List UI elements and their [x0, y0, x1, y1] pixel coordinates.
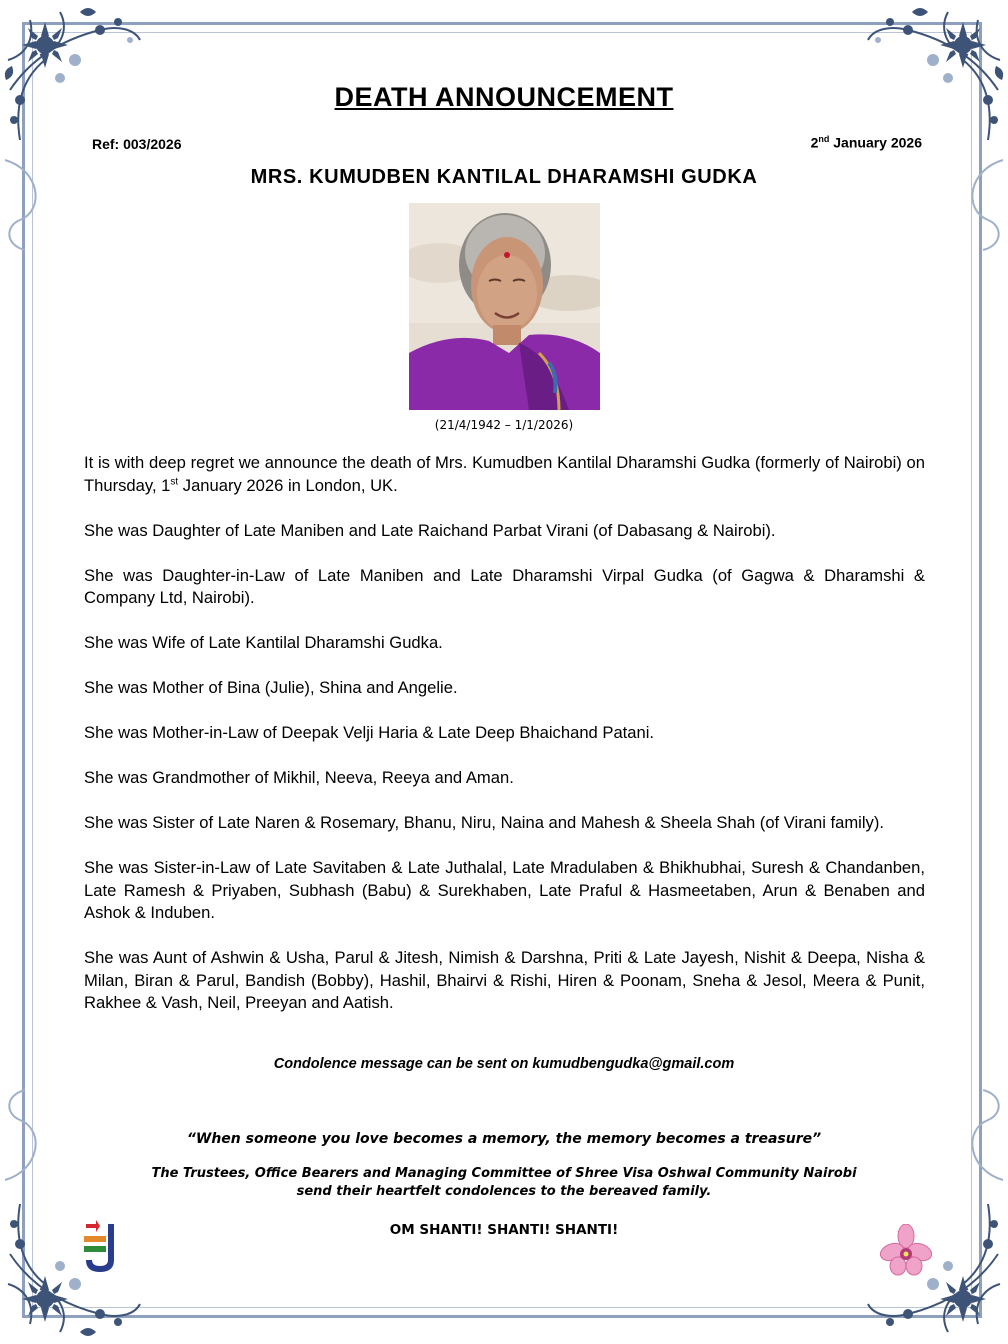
page-title: DEATH ANNOUNCEMENT — [334, 82, 674, 112]
floral-corner-bottom-left-icon — [0, 1194, 150, 1344]
grandmother-paragraph: She was Grandmother of Mikhil, Neeva, Reeya and Aman. — [84, 768, 514, 787]
floral-corner-top-right-icon — [858, 0, 1008, 150]
aunt-paragraph: She was Aunt of Ashwin & Usha, Parul & Jitesh, Nimish & Darshna, Priti & Late Jayesh, Nishit & Deepa, Nisha & Milan, Biran & Parul, Bandish (Bobby), Hashil, Bhairvi & Rishi, Hiren & Poonam, Sneha & Jesol, Meera & Punit, Rakhee & Vash, Neil, Preeyan and Aatish. — [84, 948, 925, 1012]
date-day: 2 — [810, 134, 819, 151]
date-rest: January 2026 — [829, 134, 922, 151]
date-suffix: nd — [818, 134, 830, 144]
sister-in-law-paragraph: She was Sister-in-Law of Late Savitaben & Late Juthalal, Late Mradulaben & Bhikhubhai, Suresh & Chandanben, Late Ramesh & Priyaben, Subhash (Babu) & Surekhaben, Late Praful & Hasmeetaben, Arun & Benaben and Ashok & Induben. — [84, 858, 925, 922]
mother-in-law-paragraph: She was Mother-in-Law of Deepak Velji Haria & Late Deep Bhaichand Patani. — [84, 723, 655, 742]
daughter-paragraph: She was Daughter of Late Maniben and Late Raichand Parbat Virani (of Dabasang & Nairobi). — [84, 520, 776, 540]
trustees-message — [0, 1165, 1008, 1201]
orchid-flower-icon — [880, 1224, 932, 1276]
community-logo-icon — [82, 1218, 118, 1274]
wife-paragraph: She was Wife of Late Kantilal Dharamshi Gudka. — [84, 633, 443, 652]
announcement-date — [811, 134, 922, 151]
mother-paragraph: She was Mother of Bina (Julie), Shina and Angelie. — [84, 678, 458, 697]
condolence-contact: Condolence message can be sent on kumudbengudka@gmail.com — [273, 1056, 735, 1072]
intro-paragraph — [84, 452, 925, 497]
lifespan-dates: (21/4/1942 – 1/1/2026) — [434, 418, 574, 432]
daughter-in-law-paragraph: She was Daughter-in-Law of Late Maniben and Late Dharamshi Virpal Gudka (of Gagwa & Dharamshi & Company Ltd, Nairobi). — [84, 565, 925, 607]
intro-superscript: st — [170, 475, 179, 487]
trustees-line-2: send their heartfelt condolences to the bereaved family. — [296, 1184, 712, 1199]
floral-corner-top-left-icon — [0, 0, 150, 150]
memorial-quote: “When someone you love becomes a memory, the memory becomes a treasure” — [186, 1131, 822, 1147]
trustees-line-1: The Trustees, Office Bearers and Managing Committee of Shree Visa Oshwal Community Nairobi — [151, 1166, 857, 1181]
om-shanti: OM SHANTI! SHANTI! SHANTI! — [389, 1222, 619, 1238]
intro-text-part2: January 2026 in London, UK. — [178, 475, 398, 495]
intro-text-part1: It is with deep regret we announce the death of Mrs. Kumudben Kantilal Dharamshi Gudka (formerly of Nairobi) on Thursday, 1 — [84, 453, 925, 495]
portrait-photo — [409, 203, 600, 410]
deceased-name: MRS. KUMUDBEN KANTILAL DHARAMSHI GUDKA — [250, 166, 758, 188]
announcement-body — [84, 452, 925, 1037]
reference-number: Ref: 003/2026 — [92, 136, 182, 152]
sister-paragraph: She was Sister of Late Naren & Rosemary, Bhanu, Niru, Naina and Mahesh & Sheela Shah (of Virani family). — [84, 813, 884, 832]
